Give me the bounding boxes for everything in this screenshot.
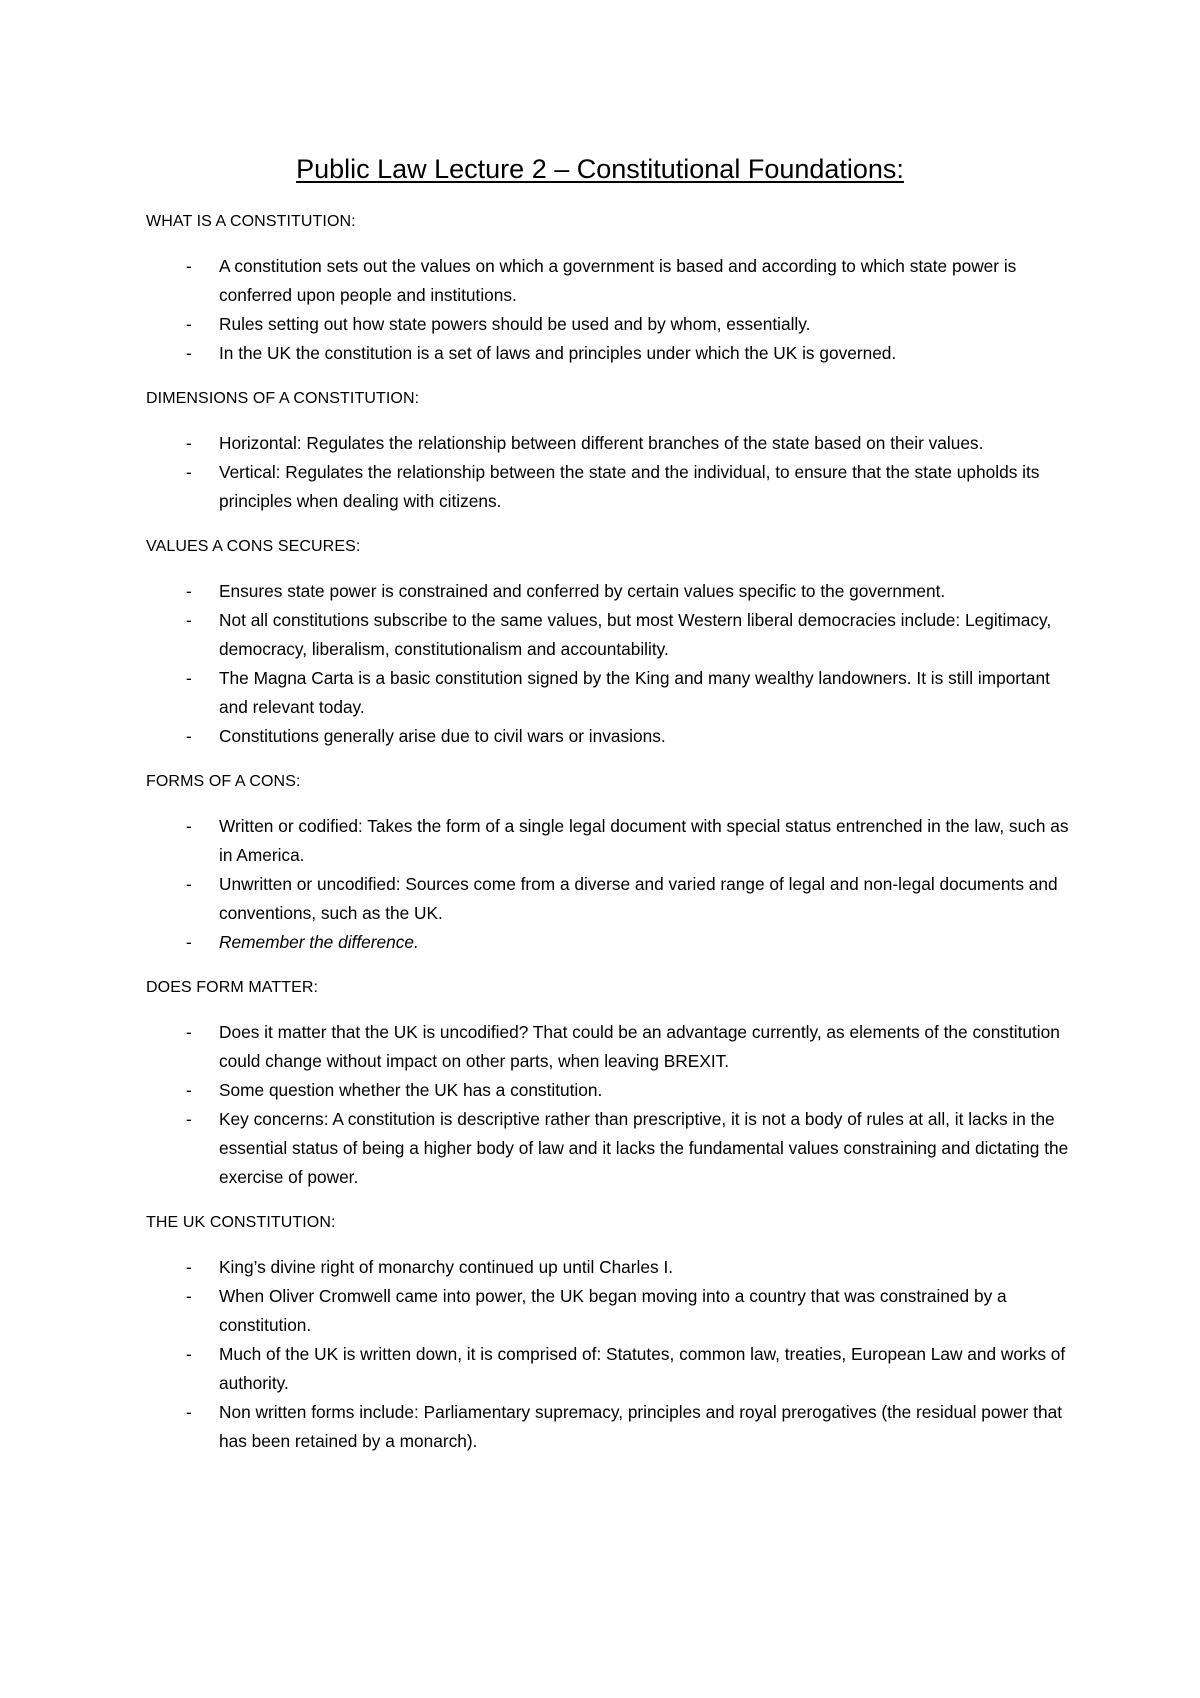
bullet-text: Much of the UK is written down, it is comprised of: Statutes, common law, treaties, European Law and works of authority.	[219, 1344, 1066, 1393]
bullet-text: Non written forms include: Parliamentary supremacy, principles and royal prerogatives (the residual power that has been retained by a monarch).	[219, 1402, 1063, 1451]
bullet-list	[146, 252, 1076, 368]
bullet-list	[146, 429, 1076, 516]
list-item	[146, 310, 1076, 339]
bullet-text: Not all constitutions subscribe to the same values, but most Western liberal democracies include: Legitimacy, democracy, liberalism, constitutionalism and accountability.	[219, 610, 1052, 659]
bullet-dash: -	[186, 1109, 192, 1129]
bullet-dash: -	[186, 462, 192, 482]
bullet-text: Remember the difference.	[219, 932, 419, 952]
document-title: Public Law Lecture 2 – Constitutional Foundations:	[296, 154, 904, 184]
bullet-dash: -	[186, 314, 192, 334]
section-heading-what-is-a-constitution: WHAT IS A CONSTITUTION:	[146, 213, 356, 230]
bullet-dash: -	[186, 1022, 192, 1042]
bullet-dash: -	[186, 1402, 192, 1422]
bullet-list	[146, 812, 1076, 957]
bullet-list	[146, 577, 1076, 751]
bullet-list	[146, 1018, 1076, 1192]
bullet-dash: -	[186, 932, 192, 952]
bullet-text: Vertical: Regulates the relationship between the state and the individual, to ensure that the state upholds its principles when dealing with citizens.	[219, 462, 1040, 511]
bullet-dash: -	[186, 610, 192, 630]
list-item	[146, 1018, 1076, 1076]
section-heading-forms: FORMS OF A CONS:	[146, 773, 301, 790]
bullet-dash: -	[186, 874, 192, 894]
bullet-text: Horizontal: Regulates the relationship between different branches of the state based on their values.	[219, 433, 984, 453]
bullet-text: Ensures state power is constrained and conferred by certain values specific to the government.	[219, 581, 946, 601]
list-item	[146, 928, 1076, 957]
bullet-dash: -	[186, 581, 192, 601]
bullet-text: A constitution sets out the values on which a government is based and according to which state power is conferred upon people and institutions.	[219, 256, 1017, 305]
bullet-text: In the UK the constitution is a set of laws and principles under which the UK is governed.	[219, 343, 897, 363]
bullet-text: Does it matter that the UK is uncodified? That could be an advantage currently, as elements of the constitution could change without impact on other parts, when leaving BREXIT.	[219, 1022, 1060, 1071]
list-item	[146, 458, 1076, 516]
bullet-dash: -	[186, 256, 192, 276]
list-item	[146, 1105, 1076, 1192]
bullet-text: Constitutions generally arise due to civil wars or invasions.	[219, 726, 666, 746]
bullet-text: Unwritten or uncodified: Sources come from a diverse and varied range of legal and non-legal documents and conventions, such as the UK.	[219, 874, 1058, 923]
section-heading-values: VALUES A CONS SECURES:	[146, 538, 361, 555]
list-item	[146, 1282, 1076, 1340]
list-item	[146, 1076, 1076, 1105]
bullet-dash: -	[186, 1344, 192, 1364]
bullet-text: King’s divine right of monarchy continued up until Charles I.	[219, 1257, 674, 1277]
bullet-text: Rules setting out how state powers should be used and by whom, essentially.	[219, 314, 811, 334]
bullet-text: When Oliver Cromwell came into power, the UK began moving into a country that was constrained by a constitution.	[219, 1286, 1007, 1335]
list-item	[146, 1398, 1076, 1456]
list-item	[146, 722, 1076, 751]
bullet-dash: -	[186, 816, 192, 836]
bullet-text: Written or codified: Takes the form of a single legal document with special status entrenched in the law, such as in America.	[219, 816, 1069, 865]
bullet-text: Some question whether the UK has a constitution.	[219, 1080, 603, 1100]
section-heading-does-form-matter: DOES FORM MATTER:	[146, 979, 319, 996]
bullet-dash: -	[186, 1257, 192, 1277]
bullet-dash: -	[186, 1286, 192, 1306]
list-item	[146, 812, 1076, 870]
list-item	[146, 606, 1076, 664]
bullet-text: Key concerns: A constitution is descriptive rather than prescriptive, it is not a body of rules at all, it lacks in the essential status of being a higher body of law and it lacks the fundamental values constraining and dictating the exercise of power.	[219, 1109, 1069, 1187]
list-item	[146, 1340, 1076, 1398]
section-heading-dimensions: DIMENSIONS OF A CONSTITUTION:	[146, 390, 420, 407]
bullet-text: The Magna Carta is a basic constitution signed by the King and many wealthy landowners. It is still important and relevant today.	[219, 668, 1050, 717]
list-item	[146, 339, 1076, 368]
list-item	[146, 429, 1076, 458]
list-item	[146, 870, 1076, 928]
bullet-list	[146, 1253, 1076, 1456]
bullet-dash: -	[186, 343, 192, 363]
bullet-dash: -	[186, 726, 192, 746]
list-item	[146, 1253, 1076, 1282]
document-body	[146, 208, 1076, 1473]
list-item	[146, 577, 1076, 606]
bullet-dash: -	[186, 668, 192, 688]
list-item	[146, 664, 1076, 722]
section-heading-uk-constitution: THE UK CONSTITUTION:	[146, 1214, 336, 1231]
bullet-dash: -	[186, 433, 192, 453]
bullet-dash: -	[186, 1080, 192, 1100]
list-item	[146, 252, 1076, 310]
